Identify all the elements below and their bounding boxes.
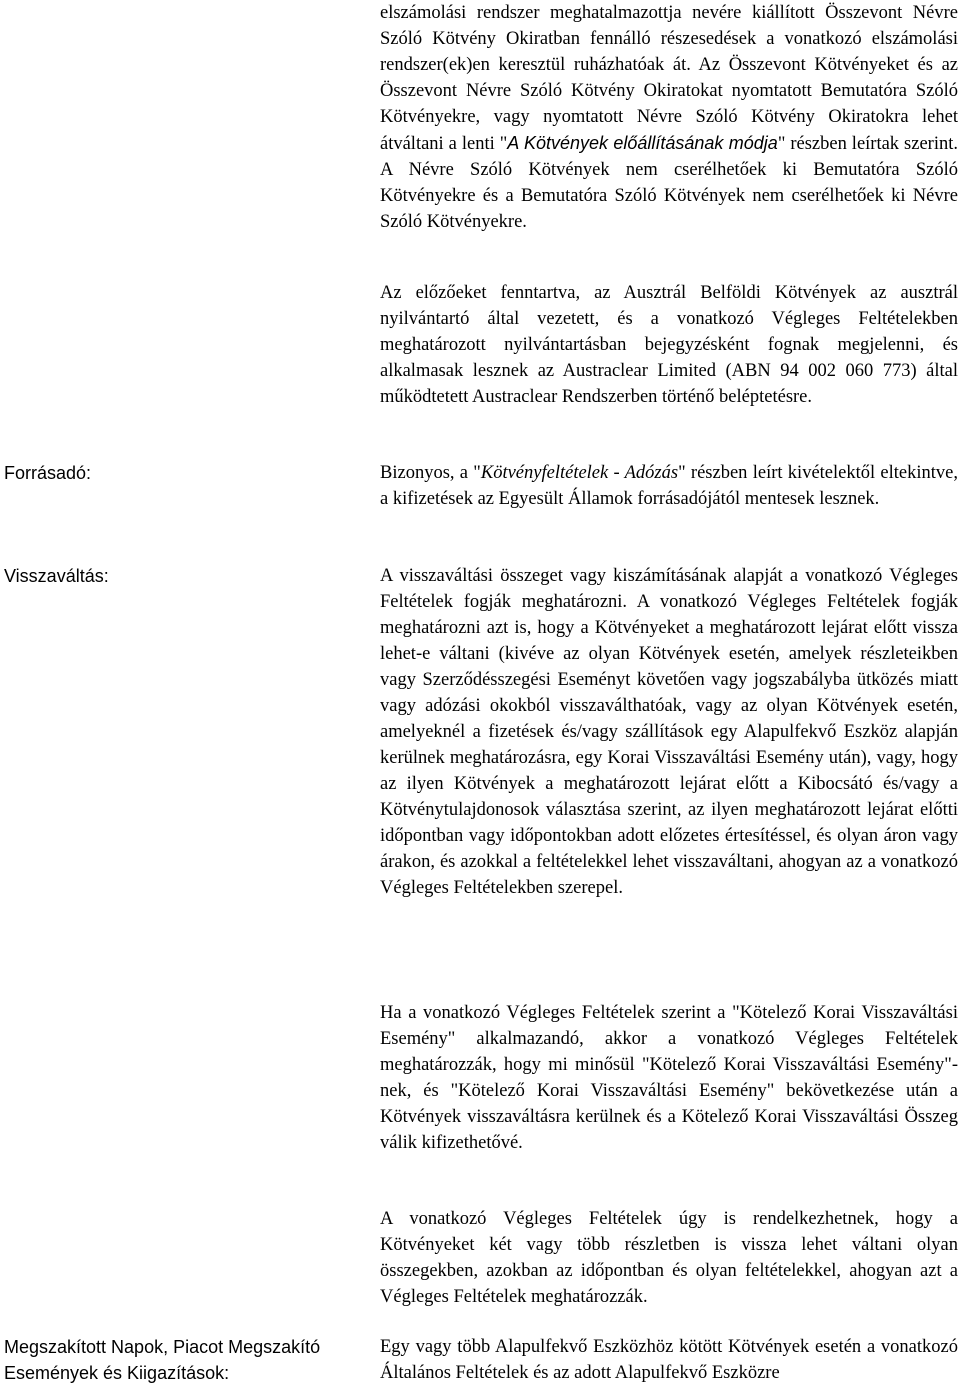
tax-paragraph [380,460,958,512]
continuation-text-b: " részben leírtak szerint. A Névre Szóló Kötvények nem cserélhetőek ki Bemutatóra Szóló Kötvényekre és a Bemutatóra Szóló Kötvények nem cserélhetőek ki Névre Szóló Kötvényekre. [380,134,958,232]
redemption-block-2 [380,1000,958,1156]
tax-italic-reference: Kötvényfeltételek - Adózás [480,463,679,483]
australian-notes-paragraph: Az előzőeket fenntartva, az Ausztrál Belföldi Kötvények az ausztrál nyilvántartó által vezetett, és a vonatkozó Végleges Feltételekben meghatározott nyilvántartásban bejegyzésként fognak megjelenni, és alkalmasak lesznek az Austraclear Limited (ABN 94 002 060 773) által működtetett Austraclear Rendszerben történő beléptetésre. [380,283,958,407]
tax-text-a: Bizonyos, a " [380,463,481,483]
continuation-text-a: elszámolási rendszer meghatalmazottja nevére kiállított Összevont Névre Szóló Kötvény Okiratban fennálló részesedések a vonatkozó elszámolási rendszer(ek)en keresztül ruházhatóak át. Az Összevont Kötvényeket és az Összevont Névre Szóló Kötvény Okiratokat nyomtatott Bemutatóra Szóló Kötvényekre, vagy nyomtatott Névre Szóló Kötvény Okiratokra lehet átváltani a lenti " [380,3,958,154]
redemption-paragraph-2: Ha a vonatkozó Végleges Feltételek szerint a "Kötelező Korai Visszaváltási Esemény" alkalmazandó, akkor a vonatkozó Végleges Feltételek meghatározzák, hogy mi minősül "Kötelező Korai Visszaváltási Esemény"-nek, és "Kötelező Korai Visszaváltási Esemény" bekövetkezése után a Kötvények visszaváltásra kerülnek és a Kötelező Korai Visszaváltási Összeg válik kifizethetővé. [380,1003,958,1153]
disruption-paragraph: Egy vagy több Alapulfekvő Eszközhöz kötött Kötvények esetén a vonatkozó Általános Feltételek és az adott Alapulfekvő Eszközre [380,1337,958,1383]
redemption-block-3 [380,1206,958,1310]
continuation-italic-reference: A Kötvények előállításának módja [507,133,778,153]
redemption-paragraph-3: A vonatkozó Végleges Feltételek úgy is rendelkezhetnek, hogy a Kötvényeket két vagy több részletben is vissza lehet váltani olyan összegekben, azokban az időpontban és olyan feltételekkel, ahogyan azt a Végleges Feltételek meghatározzák. [380,1209,958,1307]
australian-notes-block [380,280,958,410]
continuation-block [380,0,958,235]
redemption-paragraph-1: A visszaváltási összeget vagy kiszámításának alapját a vonatkozó Végleges Feltételek fogják meghatározni. A vonatkozó Végleges Feltételek fogják meghatározni azt is, hogy a Kötvényeket a meghatározott lejárat előtt vissza lehet-e váltani (kivéve az olyan Kötvények esetén, amelyek részleteikben vagy Szerződésszegési Eseményt követően vagy jogszabályba ütközés miatt vagy adózási okokból visszaválthatóak, vagy az olyan Kötvények esetén, amelyeknél a fizetések és/vagy szállítások egy Alapulfekvő Eszköz alapján kerülnek meghatározásra, egy Korai Visszaváltási Esemény után), vagy, hogy az ilyen Kötvények a meghatározott lejárat előtt a Kibocsátó és/vagy a Kötvénytulajdonosok választása szerint, az ilyen meghatározott lejárat előtti időpontban vagy időpontokban adott előzetes értesítéssel, és olyan áron vagy árakon, és azokkal a feltételekkel lehet visszaváltani, ahogyan az a vonatkozó Végleges Feltételekben szerepel. [380,566,958,898]
tax-label: Forrásadó: [4,463,92,483]
disruption-block [380,1334,958,1386]
redemption-block-1 [380,563,958,901]
disruption-label: Megszakított Napok, Piacot Megszakító Események és Kiigazítások: [4,1337,321,1383]
redemption-label: Visszaváltás: [4,566,109,586]
continuation-paragraph [380,0,958,235]
tax-block [380,460,958,512]
tax-text-b: " részben leírt kivételektől eltekintve, a kifizetések az Egyesült Államok forrásadójától mentesek lesznek. [380,463,958,509]
